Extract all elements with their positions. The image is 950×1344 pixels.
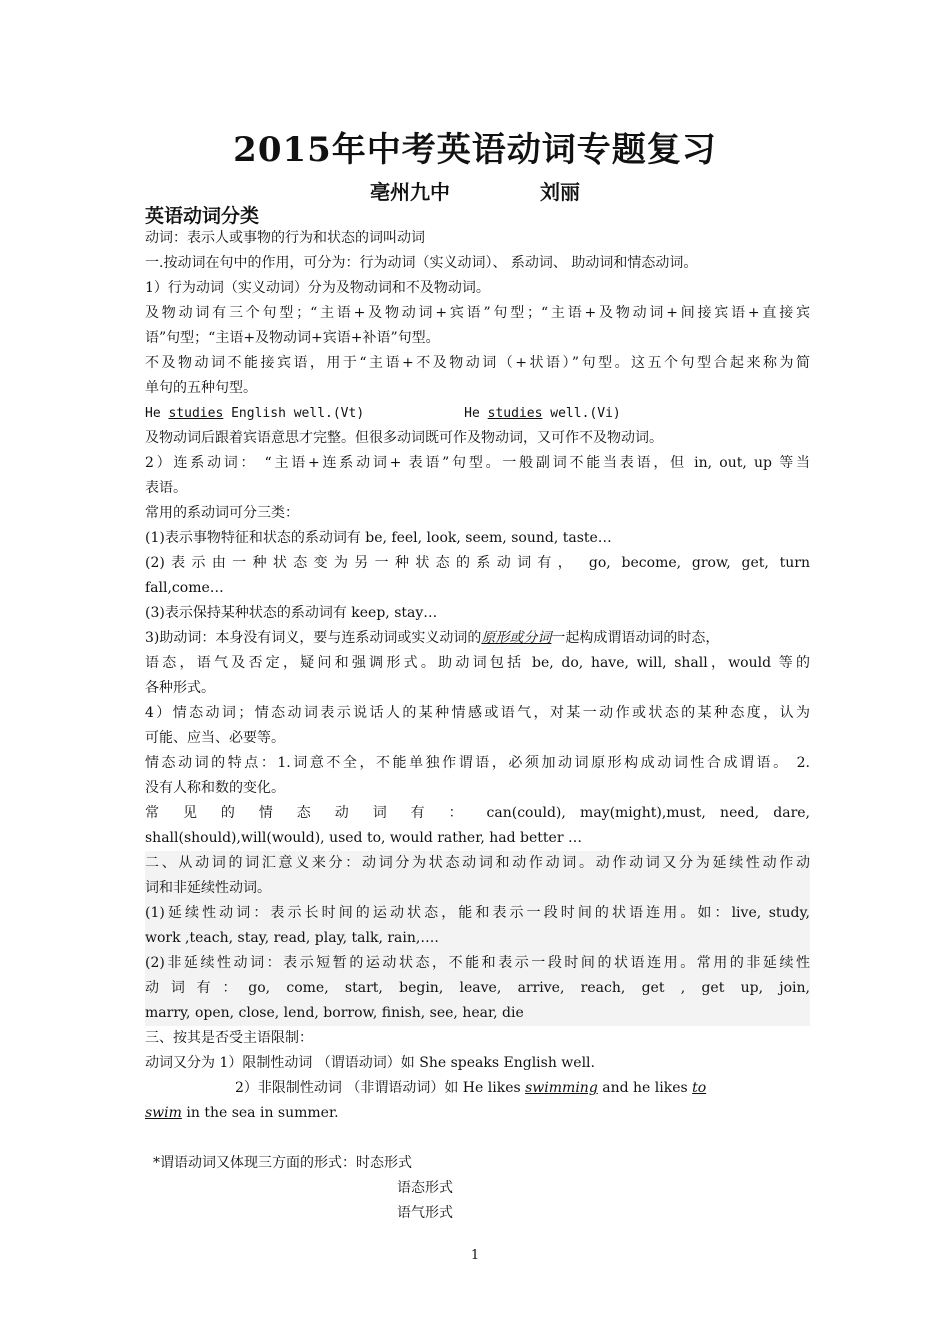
paragraph-line: (1)延续性动词：表示长时间的运动状态，能和表示一段时间的状语连用。如：live, study, <box>145 905 810 921</box>
paragraph-line: 语态形式 <box>397 1180 453 1196</box>
paragraph-line: 单句的五种句型。 <box>145 380 257 396</box>
paragraph-line: 表语。 <box>145 480 187 496</box>
paragraph-line: (3)表示保持某种状态的系动词有 keep, stay… <box>145 605 438 621</box>
paragraph-line: 语气形式 <box>397 1205 453 1221</box>
paragraph-line: 1）行为动词（实义动词）分为及物动词和不及物动词。 <box>145 280 490 296</box>
paragraph-line: 可能、应当、必要等。 <box>145 730 285 746</box>
paragraph-line: (2)非延续性动词：表示短暂的运动状态，不能和表示一段时间的状语连用。常用的非延续性 <box>145 955 810 971</box>
school-name: 亳州九中 <box>370 180 450 204</box>
author-name: 刘丽 <box>540 180 580 204</box>
underlined-verb: studies <box>168 406 224 421</box>
paragraph-line: 各种形式。 <box>145 680 215 696</box>
paragraph-line: 动词又分为 1）限制性动词 （谓语动词）如 She speaks English well. <box>145 1055 595 1071</box>
paragraph-line: 及物动词后跟着宾语意思才完整。但很多动词既可作及物动词，又可作不及物动词。 <box>145 430 663 446</box>
paragraph-line: 语态，语气及否定，疑问和强调形式。助动词包括 be, do, have, will, shall，would 等的 <box>145 655 810 671</box>
underlined-word: swim <box>145 1105 182 1121</box>
paragraph-line: 2）连系动词： “主语+连系动词+ 表语”句型。一般副词不能当表语，但 in, out, up 等当 <box>145 455 810 471</box>
paragraph-line: 词和非延续性动词。 <box>145 880 271 896</box>
paragraph-line: marry, open, close, lend, borrow, finish, see, hear, die <box>145 1005 524 1021</box>
paragraph-line: 情态动词的特点：1.词意不全，不能单独作谓语，必须加动词原形构成动词性合成谓语。 2. <box>145 755 810 771</box>
paragraph-line: (2)表示由一种状态变为另一种状态的系动词有， go, become, grow, get, turn <box>145 555 810 571</box>
paragraph-line: 4）情态动词；情态动词表示说话人的某种情感或语气，对某一动作或状态的某种态度，认为 <box>145 705 810 721</box>
paragraph-line: 语”句型；“主语+及物动词+宾语+补语”句型。 <box>145 330 440 346</box>
paragraph-line: shall(should),will(would), used to, would rather, had better … <box>145 830 582 846</box>
paragraph-line: swim in the sea in summer. <box>145 1105 339 1121</box>
page-title: 2015年中考英语动词专题复习 <box>233 130 717 170</box>
underlined-verb: studies <box>487 406 543 421</box>
paragraph-line: fall,come… <box>145 580 224 596</box>
paragraph-line: 没有人称和数的变化。 <box>145 780 285 796</box>
paragraph-line: (1)表示事物特征和状态的系动词有 be, feel, look, seem, sound, taste… <box>145 530 612 546</box>
underlined-phrase: 原形或分词 <box>481 630 552 646</box>
paragraph-line: 3)助动词：本身没有词义，要与连系动词或实义动词的原形或分词一起构成谓语动词的时态， <box>145 630 720 646</box>
paragraph-line: 一.按动词在句中的作用，可分为：行为动词（实义动词）、 系动词、 助动词和情态动词。 <box>145 255 698 271</box>
paragraph-line: work ,teach, stay, read, play, talk, rain,…. <box>145 930 439 946</box>
paragraph-line: 动词：表示人或事物的行为和状态的词叫动词 <box>145 230 425 246</box>
page-number: 1 <box>470 1248 480 1263</box>
paragraph-line: 三、按其是否受主语限制： <box>145 1030 313 1046</box>
shaded-block <box>145 851 810 1026</box>
paragraph-line: 及物动词有三个句型；“主语+及物动词+宾语”句型；“主语+及物动词+间接宾语+直接宾 <box>145 305 810 321</box>
underlined-word: swimming <box>525 1080 598 1096</box>
underlined-word: to <box>692 1080 707 1096</box>
paragraph-line: 不及物动词不能接宾语，用于“主语+不及物动词（+状语）”句型。这五个句型合起来称为简 <box>145 355 810 371</box>
paragraph-line: 二、从动词的词汇意义来分：动词分为状态动词和动作动词。动作动词又分为延续性动作动 <box>145 855 810 871</box>
section-heading: 英语动词分类 <box>145 205 260 227</box>
paragraph-line: 常用的系动词可分三类： <box>145 505 299 521</box>
paragraph-line: 2）非限制性动词 （非谓语动词）如 He likes swimming and he likes to <box>235 1080 707 1096</box>
example-line: He studies English well.(Vt) He studies well.(Vi) <box>145 406 621 421</box>
document-body <box>145 226 810 1226</box>
paragraph-line: 动词有：go, come, start, begin, leave, arrive, reach, get , get up, join, <box>145 980 810 996</box>
paragraph-line: 常 见 的 情 态 动 词 有 ： can(could), may(might),must, need, dare, <box>145 805 810 821</box>
author-line <box>0 176 950 205</box>
paragraph-line: *谓语动词又体现三方面的形式：时态形式 <box>153 1155 412 1171</box>
